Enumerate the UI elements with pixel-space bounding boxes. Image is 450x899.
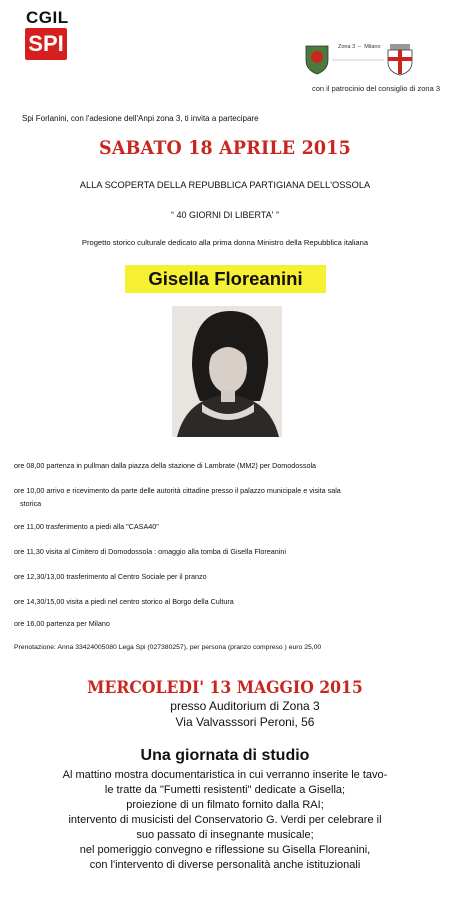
schedule-item-3: ore 11,00 trasferimento a piedi alla "CASA40": [14, 522, 159, 531]
event2-date: MERCOLEDI' 13 MAGGIO 2015: [87, 678, 363, 698]
invite-line: Spi Forlanini, con l'adesione dell'Anpi zona 3, ti invita a partecipare: [22, 114, 259, 123]
event2-body-line-3: proiezione di un filmato fornito dalla RAI;: [126, 799, 324, 811]
schedule-item-2-cont: storica: [20, 499, 42, 508]
event2-body-line-5: suo passato di insegnante musicale;: [136, 829, 314, 841]
event2-heading: Una giornata di studio: [140, 747, 310, 764]
schedule-item-7: ore 16,00 partenza per Milano: [14, 619, 110, 628]
schedule-item-2: ore 10,00 arrivo e ricevimento da parte delle autorità cittadine presso il palazzo municipale e visita sala: [14, 486, 341, 495]
schedule-item-1: ore 08,00 partenza in pullman dalla piazza della stazione di Lambrate (MM2) per Domodossola: [14, 461, 317, 470]
event2-body-line-6: nel pomeriggio convegno e riflessione su Gisella Floreanini,: [79, 844, 371, 856]
event2-body-line-1: Al mattino mostra documentaristica in cui verranno inserite le tavo-: [62, 769, 388, 781]
event2-body-line-4: intervento di musicisti del Conservatorio G. Verdi per celebrare il: [68, 814, 382, 826]
patrocinio-note: con il patrocinio del consiglio di zona 3: [312, 84, 440, 93]
portrait-photo: [172, 306, 282, 437]
cgil-logo-text: CGIL: [26, 8, 69, 27]
milano-cross-shield-icon: [388, 44, 412, 75]
event2-body-line-7: con l'intervento di diverse personalità anche istituzionali: [89, 859, 361, 871]
event1-quote: “ 40 GIORNI DI LIBERTA' ”: [171, 210, 279, 220]
zona-shield-icon: [306, 46, 328, 74]
schedule-item-4: ore 11,30 visita al Cimitero di Domodossola : omaggio alla tomba di Gisella Floreanini: [14, 547, 286, 556]
schedule-item-6: ore 14,30/15,00 visita a piedi nel centro storico al Borgo della Cultura: [14, 597, 234, 606]
schedule-item-5: ore 12,30/13,00 trasferimento al Centro Sociale per il pranzo: [14, 572, 207, 581]
emblem-city: Milano: [364, 44, 381, 50]
event1-title: ALLA SCOPERTA DELLA REPUBBLICA PARTIGIANA DELL'OSSOLA: [79, 180, 371, 190]
booking-info: Prenotazione: Anna 33424005080 Lega Spi (027380257), per persona (pranzo compreso ) euro 25,00: [14, 644, 322, 651]
event1-date: SABATO 18 APRILE 2015: [99, 137, 351, 159]
venue-name: presso Auditorium di Zona 3: [170, 699, 320, 713]
spi-logo-badge: SPI: [25, 28, 67, 60]
venue-address: Via Valvasssori Peroni, 56: [175, 715, 315, 729]
emblem-label: Zona 3 – Milano: [338, 44, 381, 50]
project-description: Progetto storico culturale dedicato alla prima donna Ministro della Repubblica italiana: [81, 238, 369, 247]
honoree-name: Gisella Floreanini: [125, 265, 326, 293]
emblem-zona: Zona 3: [338, 44, 356, 50]
event2-body-line-2: le tratte da "Fumetti resistenti" dedicate a Gisella;: [104, 784, 346, 796]
